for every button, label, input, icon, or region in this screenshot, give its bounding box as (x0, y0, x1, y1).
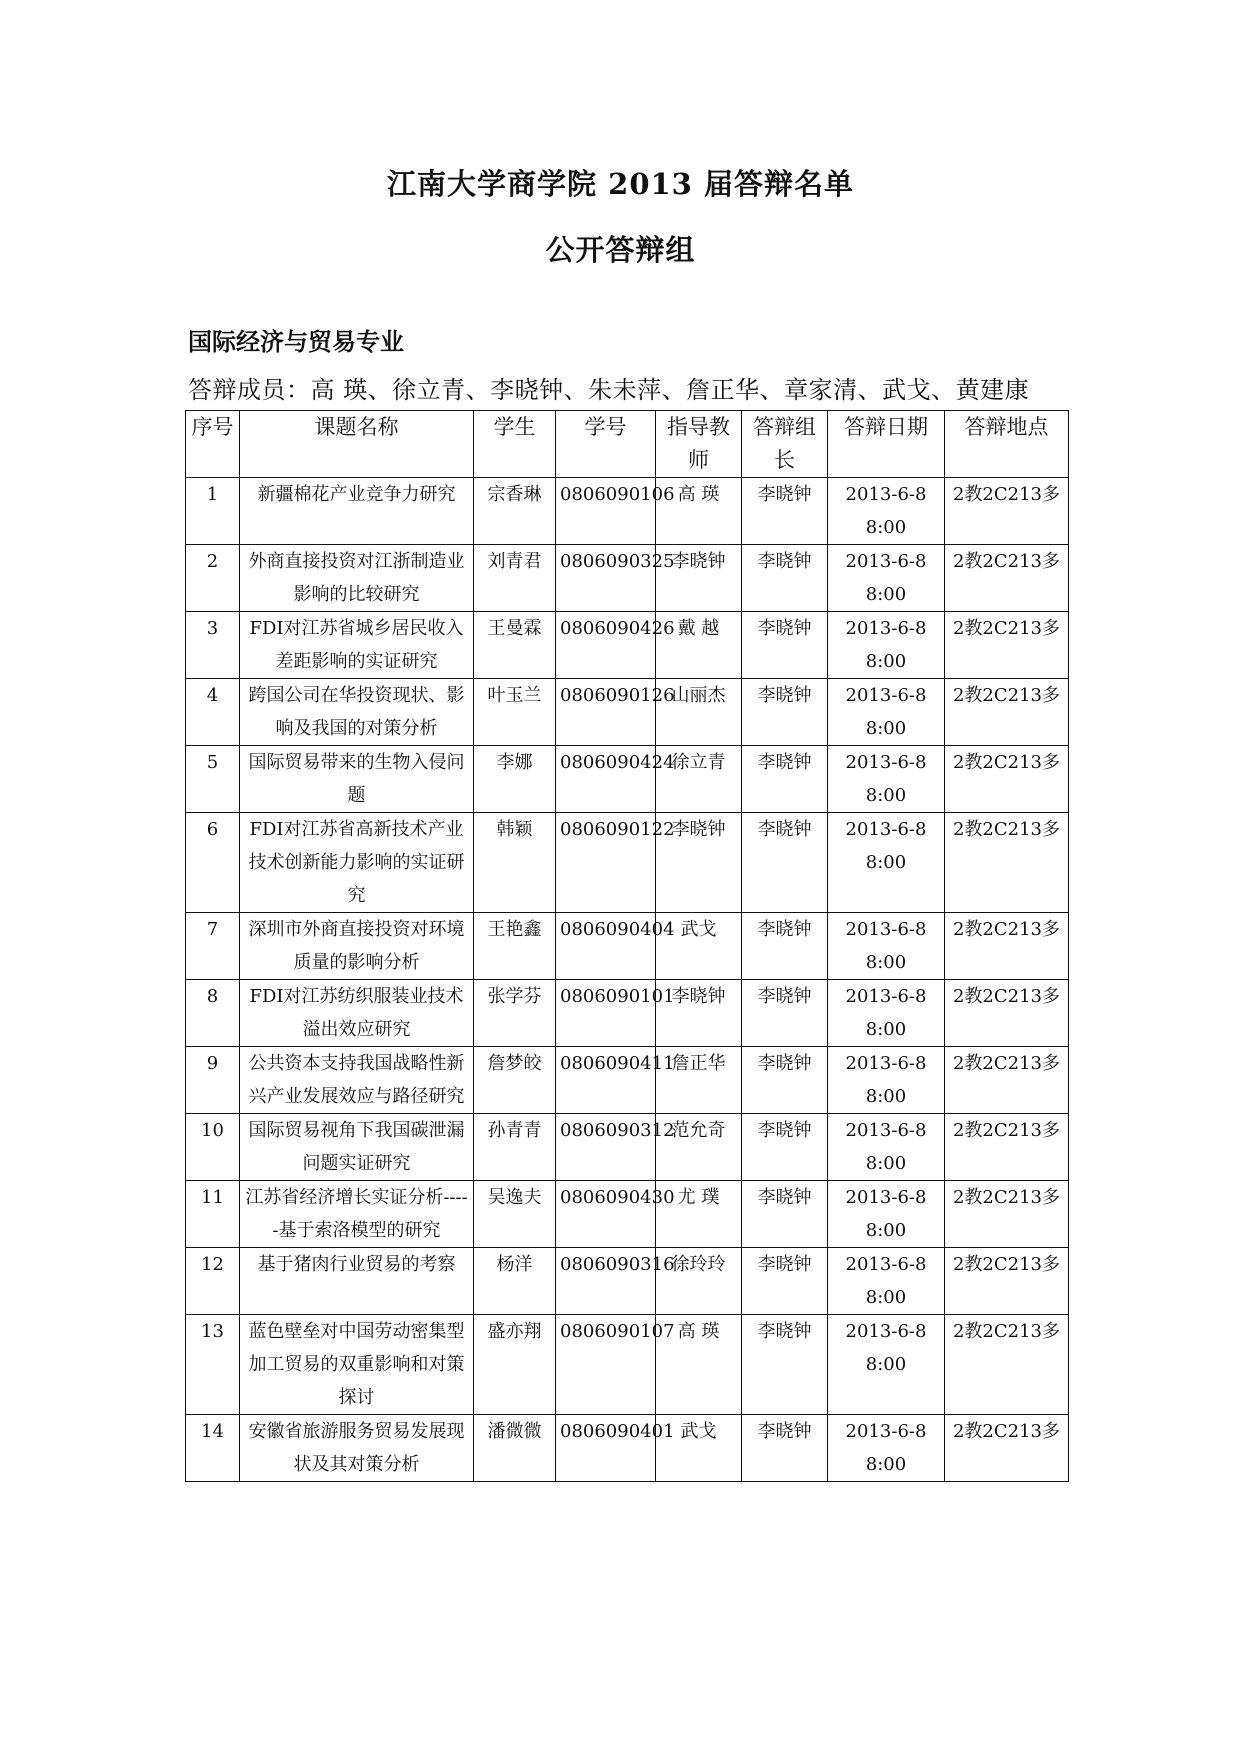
document-title: 江南大学商学院 2013 届答辩名单 (387, 167, 854, 201)
table-body (186, 478, 1069, 1482)
cell-leader: 李晓钟 (742, 1315, 828, 1415)
cell-no: 9 (186, 1047, 240, 1114)
cell-no: 11 (186, 1181, 240, 1248)
cell-date: 2013-6-8 8:00 (828, 813, 945, 913)
cell-location: 2教2C213多 (945, 545, 1069, 612)
cell-leader: 李晓钟 (742, 1047, 828, 1114)
cell-location: 2教2C213多 (945, 478, 1069, 545)
cell-advisor: 徐立青 (656, 746, 742, 813)
cell-student: 詹梦皎 (474, 1047, 556, 1114)
cell-student: 宗香琳 (474, 478, 556, 545)
header-leader: 答辩组长 (742, 411, 828, 478)
table-row (186, 545, 1069, 612)
cell-student: 王曼霖 (474, 612, 556, 679)
table-row (186, 478, 1069, 545)
cell-student: 孙青青 (474, 1114, 556, 1181)
cell-student-id: 0806090411 (556, 1047, 656, 1114)
cell-student-id: 0806090126 (556, 679, 656, 746)
cell-topic: 新疆棉花产业竞争力研究 (240, 478, 474, 545)
header-student-id: 学号 (556, 411, 656, 478)
cell-student: 韩颖 (474, 813, 556, 913)
defense-roster-table (185, 410, 1069, 1482)
committee-members: 答辩成员：高 瑛、徐立青、李晓钟、朱未萍、詹正华、章家清、武戈、黄建康 (188, 376, 1030, 404)
cell-no: 7 (186, 913, 240, 980)
cell-leader: 李晓钟 (742, 813, 828, 913)
cell-location: 2教2C213多 (945, 1415, 1069, 1482)
cell-topic: 安徽省旅游服务贸易发展现状及其对策分析 (240, 1415, 474, 1482)
cell-date: 2013-6-8 8:00 (828, 612, 945, 679)
cell-topic: FDI对江苏省高新技术产业技术创新能力影响的实证研究 (240, 813, 474, 913)
cell-date: 2013-6-8 8:00 (828, 1114, 945, 1181)
cell-no: 5 (186, 746, 240, 813)
header-date: 答辩日期 (828, 411, 945, 478)
cell-leader: 李晓钟 (742, 1114, 828, 1181)
cell-student-id: 0806090401 (556, 1415, 656, 1482)
cell-topic: 外商直接投资对江浙制造业影响的比较研究 (240, 545, 474, 612)
table-header-row (186, 411, 1069, 478)
cell-date: 2013-6-8 8:00 (828, 545, 945, 612)
cell-no: 13 (186, 1315, 240, 1415)
cell-leader: 李晓钟 (742, 913, 828, 980)
cell-leader: 李晓钟 (742, 1248, 828, 1315)
cell-student-id: 0806090404 (556, 913, 656, 980)
cell-topic: FDI对江苏纺织服装业技术溢出效应研究 (240, 980, 474, 1047)
cell-leader: 李晓钟 (742, 980, 828, 1047)
cell-location: 2教2C213多 (945, 1047, 1069, 1114)
cell-location: 2教2C213多 (945, 913, 1069, 980)
cell-student: 盛亦翔 (474, 1315, 556, 1415)
header-student: 学生 (474, 411, 556, 478)
cell-date: 2013-6-8 8:00 (828, 1415, 945, 1482)
table-row (186, 813, 1069, 913)
cell-no: 3 (186, 612, 240, 679)
cell-location: 2教2C213多 (945, 980, 1069, 1047)
cell-topic: FDI对江苏省城乡居民收入差距影响的实证研究 (240, 612, 474, 679)
cell-student: 刘青君 (474, 545, 556, 612)
cell-advisor: 李晓钟 (656, 813, 742, 913)
cell-advisor: 徐玲玲 (656, 1248, 742, 1315)
cell-no: 1 (186, 478, 240, 545)
cell-location: 2教2C213多 (945, 1181, 1069, 1248)
cell-advisor: 范允奇 (656, 1114, 742, 1181)
header-advisor: 指导教师 (656, 411, 742, 478)
cell-student-id: 0806090312 (556, 1114, 656, 1181)
table-row (186, 1181, 1069, 1248)
table-row (186, 746, 1069, 813)
cell-no: 4 (186, 679, 240, 746)
cell-leader: 李晓钟 (742, 679, 828, 746)
cell-date: 2013-6-8 8:00 (828, 913, 945, 980)
table-row (186, 679, 1069, 746)
document-subtitle: 公开答辩组 (545, 233, 696, 267)
cell-topic: 国际贸易视角下我国碳泄漏问题实证研究 (240, 1114, 474, 1181)
table-row (186, 1047, 1069, 1114)
cell-leader: 李晓钟 (742, 1181, 828, 1248)
cell-student: 潘微微 (474, 1415, 556, 1482)
cell-no: 8 (186, 980, 240, 1047)
cell-topic: 蓝色壁垒对中国劳动密集型加工贸易的双重影响和对策探讨 (240, 1315, 474, 1415)
cell-date: 2013-6-8 8:00 (828, 478, 945, 545)
cell-advisor: 尤 璞 (656, 1181, 742, 1248)
cell-student: 张学芬 (474, 980, 556, 1047)
cell-leader: 李晓钟 (742, 545, 828, 612)
cell-advisor: 李晓钟 (656, 545, 742, 612)
cell-date: 2013-6-8 8:00 (828, 1248, 945, 1315)
cell-leader: 李晓钟 (742, 1415, 828, 1482)
table-row (186, 612, 1069, 679)
cell-date: 2013-6-8 8:00 (828, 980, 945, 1047)
header-location: 答辩地点 (945, 411, 1069, 478)
cell-location: 2教2C213多 (945, 1114, 1069, 1181)
cell-no: 6 (186, 813, 240, 913)
cell-student-id: 0806090107 (556, 1315, 656, 1415)
cell-advisor: 武戈 (656, 913, 742, 980)
cell-advisor: 高 瑛 (656, 1315, 742, 1415)
cell-location: 2教2C213多 (945, 813, 1069, 913)
cell-student-id: 0806090424 (556, 746, 656, 813)
cell-advisor: 山丽杰 (656, 679, 742, 746)
table-row (186, 913, 1069, 980)
cell-student-id: 0806090430 (556, 1181, 656, 1248)
cell-date: 2013-6-8 8:00 (828, 679, 945, 746)
cell-student-id: 0806090106 (556, 478, 656, 545)
cell-advisor: 高 瑛 (656, 478, 742, 545)
cell-date: 2013-6-8 8:00 (828, 1047, 945, 1114)
cell-advisor: 詹正华 (656, 1047, 742, 1114)
cell-student-id: 0806090426 (556, 612, 656, 679)
table-row (186, 1315, 1069, 1415)
cell-advisor: 戴 越 (656, 612, 742, 679)
cell-location: 2教2C213多 (945, 746, 1069, 813)
cell-student-id: 0806090101 (556, 980, 656, 1047)
cell-student: 王艳鑫 (474, 913, 556, 980)
cell-student-id: 0806090316 (556, 1248, 656, 1315)
cell-date: 2013-6-8 8:00 (828, 1181, 945, 1248)
cell-topic: 基于猪肉行业贸易的考察 (240, 1248, 474, 1315)
cell-topic: 公共资本支持我国战略性新兴产业发展效应与路径研究 (240, 1047, 474, 1114)
cell-location: 2教2C213多 (945, 612, 1069, 679)
cell-location: 2教2C213多 (945, 1315, 1069, 1415)
cell-topic: 跨国公司在华投资现状、影响及我国的对策分析 (240, 679, 474, 746)
cell-student: 李娜 (474, 746, 556, 813)
cell-no: 12 (186, 1248, 240, 1315)
cell-advisor: 武戈 (656, 1415, 742, 1482)
cell-topic: 深圳市外商直接投资对环境质量的影响分析 (240, 913, 474, 980)
table-row (186, 980, 1069, 1047)
header-topic: 课题名称 (240, 411, 474, 478)
cell-student: 杨洋 (474, 1248, 556, 1315)
cell-student-id: 0806090325 (556, 545, 656, 612)
cell-student-id: 0806090122 (556, 813, 656, 913)
cell-no: 2 (186, 545, 240, 612)
cell-topic: 江苏省经济增长实证分析-----基于索洛模型的研究 (240, 1181, 474, 1248)
cell-leader: 李晓钟 (742, 746, 828, 813)
cell-date: 2013-6-8 8:00 (828, 1315, 945, 1415)
cell-leader: 李晓钟 (742, 478, 828, 545)
cell-location: 2教2C213多 (945, 679, 1069, 746)
cell-location: 2教2C213多 (945, 1248, 1069, 1315)
table-row (186, 1415, 1069, 1482)
table-row (186, 1248, 1069, 1315)
cell-student: 吴逸夫 (474, 1181, 556, 1248)
cell-student: 叶玉兰 (474, 679, 556, 746)
cell-leader: 李晓钟 (742, 612, 828, 679)
cell-no: 14 (186, 1415, 240, 1482)
cell-topic: 国际贸易带来的生物入侵问题 (240, 746, 474, 813)
cell-no: 10 (186, 1114, 240, 1181)
table-row (186, 1114, 1069, 1181)
cell-date: 2013-6-8 8:00 (828, 746, 945, 813)
cell-advisor: 李晓钟 (656, 980, 742, 1047)
section-heading: 国际经济与贸易专业 (188, 327, 404, 356)
header-no: 序号 (186, 411, 240, 478)
